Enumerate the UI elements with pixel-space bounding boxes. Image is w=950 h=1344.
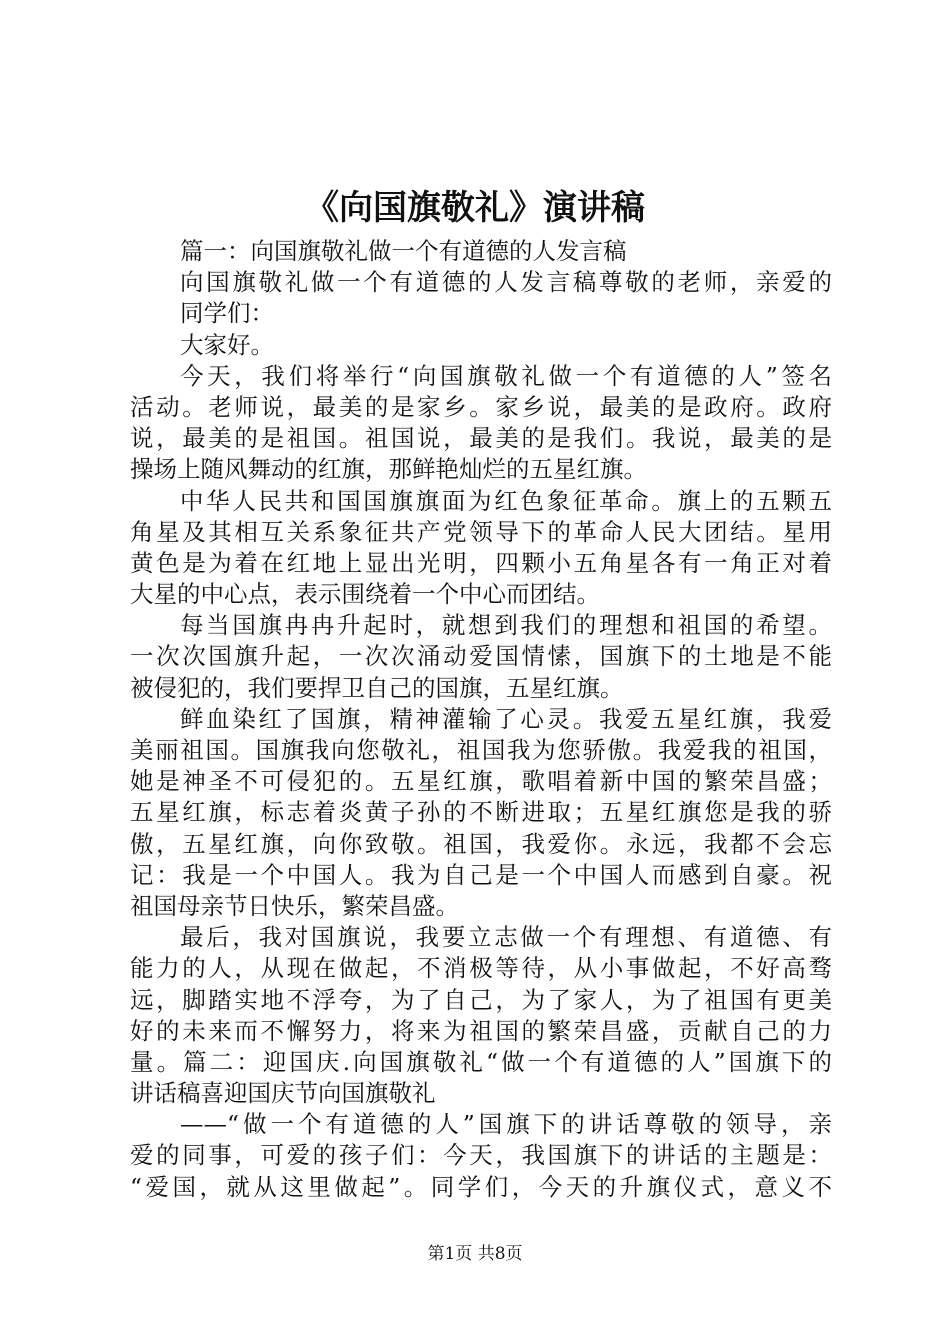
text-line: 讲话稿喜迎国庆节向国旗敬礼 <box>130 1079 436 1108</box>
text-line: 每当国旗冉冉升起时，就想到我们的理想和祖国的希望。 <box>180 611 832 640</box>
text-line: 量。篇二：迎国庆.向国旗敬礼“做一个有道德的人”国旗下的 <box>130 1047 832 1076</box>
text-line: 篇一：向国旗敬礼做一个有道德的人发言稿 <box>180 237 627 265</box>
text-line: 最后，我对国旗说，我要立志做一个有理想、有道德、有 <box>180 923 832 952</box>
document-title: 《向国旗敬礼》演讲稿 <box>305 188 645 228</box>
text-line: 角星及其相互关系象征共产党领导下的革命人民大团结。星用 <box>130 517 832 546</box>
text-line: 大家好。 <box>180 330 274 359</box>
page-number-footer: 第1页 共8页 <box>427 1244 523 1264</box>
text-line: 操场上随风舞动的红旗，那鲜艳灿烂的五星红旗。 <box>130 455 647 484</box>
text-line: 被侵犯的，我们要捍卫自己的国旗，五星红旗。 <box>130 673 624 702</box>
text-line: ——“做一个有道德的人”国旗下的讲话尊敬的领导，亲 <box>180 1110 832 1139</box>
text-line: 祖国母亲节日快乐，繁荣昌盛。 <box>130 891 459 920</box>
text-line: 能力的人，从现在做起，不消极等待，从小事做起，不好高骛 <box>130 954 832 983</box>
text-line: 活动。老师说，最美的是家乡。家乡说，最美的是政府。政府 <box>130 392 832 421</box>
text-line: 远，脚踏实地不浮夸，为了自己，为了家人，为了祖国有更美 <box>130 985 832 1014</box>
text-line: 同学们： <box>180 299 274 328</box>
text-line: 傲，五星红旗，向你致敬。祖国，我爱你。永远，我都不会忘 <box>130 829 832 858</box>
text-line: 向国旗敬礼做一个有道德的人发言稿尊敬的老师，亲爱的 <box>180 268 832 297</box>
text-line: 说，最美的是祖国。祖国说，最美的是我们。我说，最美的是 <box>130 424 832 453</box>
text-line: 她是神圣不可侵犯的。五星红旗，歌唱着新中国的繁荣昌盛； <box>130 767 832 796</box>
text-line: 五星红旗，标志着炎黄子孙的不断进取；五星红旗您是我的骄 <box>130 798 832 827</box>
text-line: “爱国，就从这里做起”。同学们，今天的升旗仪式，意义不 <box>130 1172 832 1201</box>
text-line: 黄色是为着在红地上显出光明，四颗小五角星各有一角正对着 <box>130 548 832 577</box>
text-line: 鲜血染红了国旗，精神灌输了心灵。我爱五星红旗，我爱 <box>180 704 832 733</box>
text-line: 中华人民共和国国旗旗面为红色象征革命。旗上的五颗五 <box>180 486 832 515</box>
text-line: 爱的同事，可爱的孩子们：今天，我国旗下的讲话的主题是： <box>130 1141 832 1170</box>
text-line: 美丽祖国。国旗我向您敬礼，祖国我为您骄傲。我爱我的祖国， <box>130 736 832 764</box>
text-line: 好的未来而不懈努力，将来为祖国的繁荣昌盛，贡献自己的力 <box>130 1016 832 1045</box>
text-line: 大星的中心点，表示围绕着一个中心而团结。 <box>130 580 600 609</box>
document-body <box>130 236 832 1203</box>
text-line: 记：我是一个中国人。我为自己是一个中国人而感到自豪。祝 <box>130 860 832 889</box>
text-line: 今天，我们将举行“向国旗敬礼做一个有道德的人”签名 <box>180 361 832 390</box>
text-line: 一次次国旗升起，一次次涌动爱国情愫，国旗下的土地是不能 <box>130 642 832 671</box>
